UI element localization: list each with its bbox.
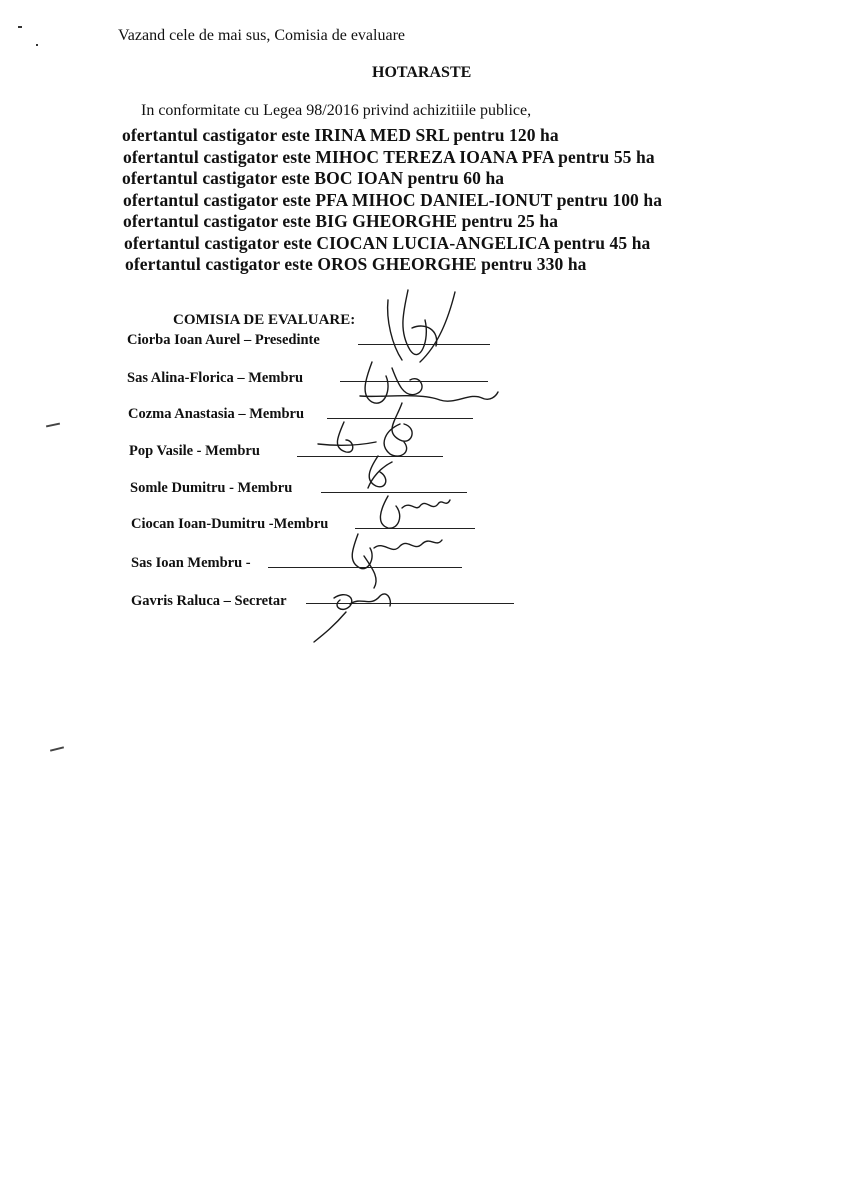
signature-line bbox=[355, 528, 475, 529]
signature-line bbox=[268, 567, 462, 568]
member-cozma: Cozma Anastasia – Membru bbox=[128, 406, 305, 422]
law-sentence: In conformitate cu Legea 98/2016 privind achizitiile publice, bbox=[141, 102, 532, 119]
scan-speck bbox=[46, 423, 60, 428]
signature-line bbox=[327, 418, 473, 419]
winner-line: ofertantul castigator este CIOCAN LUCIA-ANGELICA pentru 45 ha bbox=[124, 233, 651, 253]
scan-speck bbox=[36, 44, 38, 46]
member-ciocan: Ciocan Ioan-Dumitru -Membru bbox=[131, 516, 329, 532]
signature-line bbox=[297, 456, 443, 457]
decision-heading: HOTARASTE bbox=[372, 64, 472, 81]
scan-speck bbox=[18, 26, 22, 28]
winner-line: ofertantul castigator este PFA MIHOC DANIEL-IONUT pentru 100 ha bbox=[123, 190, 663, 210]
winner-line: ofertantul castigator este BOC IOAN pentru 60 ha bbox=[122, 168, 505, 188]
intro-text: Vazand cele de mai sus, Comisia de evaluare bbox=[118, 27, 405, 44]
signature-line bbox=[340, 381, 488, 382]
member-somle: Somle Dumitru - Membru bbox=[130, 480, 293, 496]
member-pop: Pop Vasile - Membru bbox=[129, 443, 260, 459]
signature-line bbox=[306, 603, 514, 604]
winner-line: ofertantul castigator este OROS GHEORGHE pentru 330 ha bbox=[125, 254, 587, 274]
member-sas-alina: Sas Alina-Florica – Membru bbox=[127, 370, 304, 386]
member-sas-ioan: Sas Ioan Membru - bbox=[131, 555, 251, 571]
winner-line: ofertantul castigator este BIG GHEORGHE pentru 25 ha bbox=[123, 211, 559, 231]
winner-line: ofertantul castigator este IRINA MED SRL pentru 120 ha bbox=[122, 125, 559, 145]
signature-line bbox=[321, 492, 467, 493]
signature-line bbox=[358, 344, 490, 345]
scan-speck bbox=[50, 746, 64, 751]
member-ciorba: Ciorba Ioan Aurel – Presedinte bbox=[127, 332, 320, 348]
member-gavris: Gavris Raluca – Secretar bbox=[131, 593, 287, 609]
winner-line: ofertantul castigator este MIHOC TEREZA IOANA PFA pentru 55 ha bbox=[123, 147, 655, 167]
committee-title: COMISIA DE EVALUARE: bbox=[173, 312, 356, 328]
